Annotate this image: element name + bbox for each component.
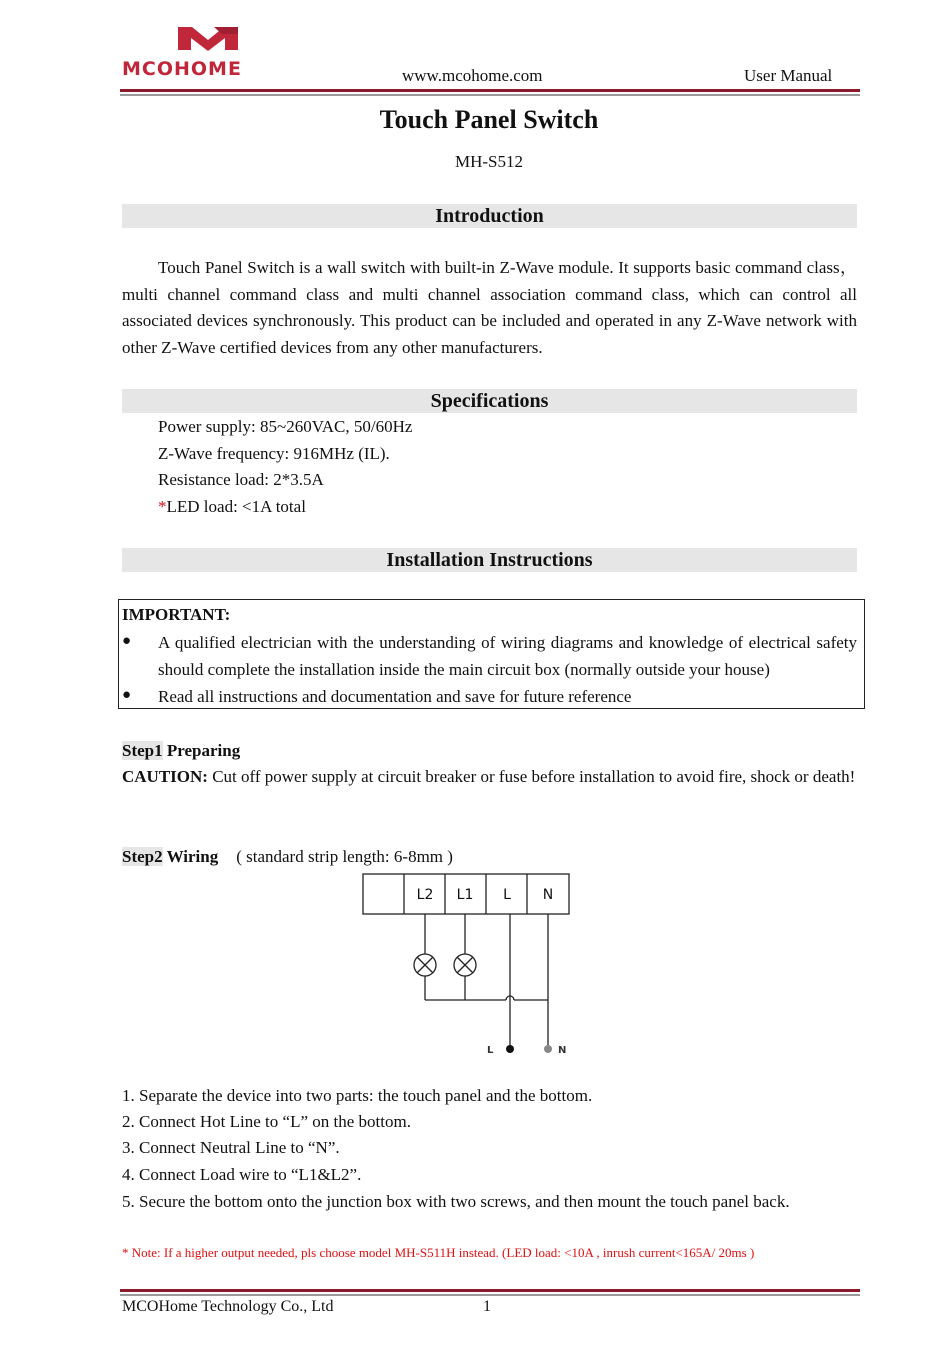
list-item: 5. Secure the bottom onto the junction box with two screws, and then mount the touch panel back. xyxy=(122,1192,790,1211)
important-bullet-2: Read all instructions and documentation and save for future reference xyxy=(158,687,632,706)
line-label-l: L xyxy=(487,1045,494,1056)
terminal-label-l2: L2 xyxy=(416,887,434,903)
terminal-label-l: L xyxy=(503,887,511,903)
step1-label: Step1 xyxy=(122,741,163,760)
header-rule-gray xyxy=(120,94,860,96)
terminal-label-l1: L1 xyxy=(456,887,474,903)
wiring-diagram xyxy=(355,868,585,1060)
important-bullet-1: A qualified electrician with the understanding of wiring diagrams and knowledge of electrical safety should complete the installation inside the main circuit box (normally outside your house) xyxy=(158,633,857,679)
mcohome-logo-graphic xyxy=(122,24,282,84)
step2-label: Step2 xyxy=(122,847,163,866)
section-heading: Installation Instructions xyxy=(386,549,593,571)
step2-title: Wiring xyxy=(162,847,219,866)
header-rule-red xyxy=(120,89,860,92)
section-installation xyxy=(122,548,857,572)
logo-text: MCOHOME xyxy=(122,58,242,80)
terminal-label-n: N xyxy=(542,887,554,903)
output-note: * Note: If a higher output needed, pls choose model MH-S511H instead. (LED load: <10A , inrush current<165A/ 20ms ) xyxy=(122,1245,755,1260)
footer-company: MCOHome Technology Co., Ltd xyxy=(122,1298,334,1315)
step1-title: Preparing xyxy=(162,741,241,760)
caution-body: Cut off power supply at circuit breaker or fuse before installation to avoid fire, shock or death! xyxy=(207,767,856,786)
live-terminal-dot xyxy=(506,1045,514,1053)
spec-asterisk: * xyxy=(158,497,167,516)
step1-heading xyxy=(122,738,857,765)
spec-frequency: Z-Wave frequency: 916MHz (IL). xyxy=(158,444,390,463)
step2-heading xyxy=(122,844,857,871)
caution-text xyxy=(122,764,857,791)
spec-led-load xyxy=(158,497,306,517)
header-doc-type: User Manual xyxy=(744,66,833,85)
footer-rule-red xyxy=(120,1289,860,1292)
list-item: 4. Connect Load wire to “L1&L2”. xyxy=(122,1165,362,1184)
section-heading: Specifications xyxy=(430,390,549,412)
neutral-terminal-dot xyxy=(544,1045,552,1053)
spec-led-text: LED load: <1A total xyxy=(166,497,306,516)
step2-note: ( standard strip length: 6-8mm ) xyxy=(236,847,453,866)
introduction-text: Touch Panel Switch is a wall switch with built-in Z-Wave module. It supports basic command class，multi channel command class and multi channel association command class, which can control all associated devices synchronously. This product can be included and operated in any Z-Wave network with other Z-Wave certified devices from any other manufacturers. xyxy=(122,258,857,357)
footer-rule-gray xyxy=(120,1294,860,1296)
caution-label: CAUTION: xyxy=(122,767,208,786)
model-number: MH-S512 xyxy=(454,152,523,171)
page-title: Touch Panel Switch xyxy=(379,105,599,134)
section-introduction xyxy=(122,204,857,228)
header-url: www.mcohome.com xyxy=(402,66,543,85)
list-item: 1. Separate the device into two parts: the touch panel and the bottom. xyxy=(122,1086,593,1105)
important-title: IMPORTANT: xyxy=(122,605,231,624)
bullet-icon: ● xyxy=(122,687,132,703)
list-item: 3. Connect Neutral Line to “N”. xyxy=(122,1138,340,1157)
line-label-n: N xyxy=(558,1045,567,1056)
spec-power-supply: Power supply: 85~260VAC, 50/60Hz xyxy=(158,417,413,436)
spec-resistance-load: Resistance load: 2*3.5A xyxy=(158,470,324,489)
company-logo xyxy=(122,24,282,84)
list-item: 2. Connect Hot Line to “L” on the bottom. xyxy=(122,1112,411,1131)
section-specifications xyxy=(122,389,857,413)
bullet-icon: ● xyxy=(122,633,132,649)
page-number: 1 xyxy=(483,1298,491,1315)
section-heading: Introduction xyxy=(435,205,544,227)
